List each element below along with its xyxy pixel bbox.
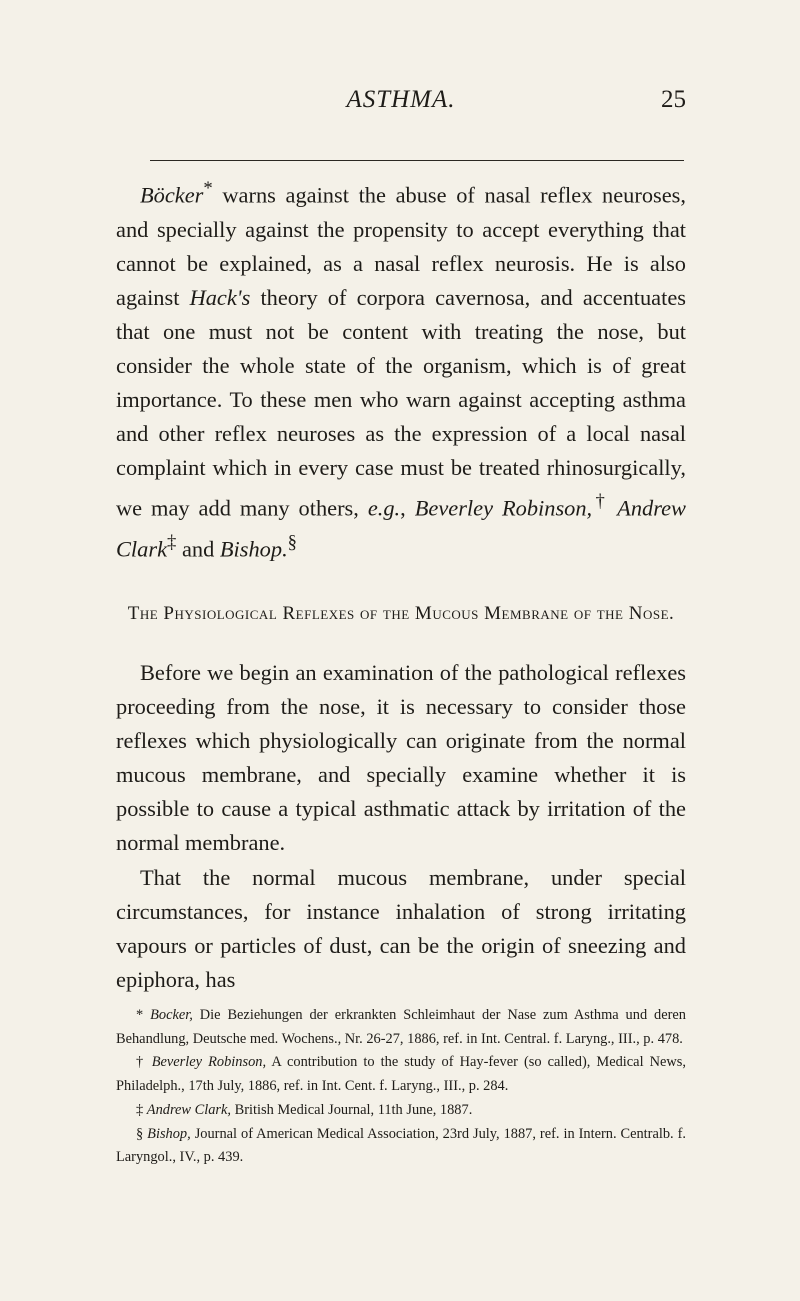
author-hack: Hack's — [189, 284, 251, 310]
footnote-author: Bishop, — [147, 1125, 191, 1142]
running-head — [116, 86, 686, 126]
intro-text — [116, 172, 686, 566]
footnote-text: Die Beziehungen der erkrankten Schleimhaut der Nase zum Asthma und deren Behandlung, Deutsche med. Wochens., Nr. 26-27, 1886, ref. in Int. Central. f. Laryng., III., p. 478. — [116, 1007, 687, 1047]
author-bocker: Böcker — [140, 182, 204, 208]
footnote-text: Journal of American Medical Association, 23rd July, 1887, ref. in Intern. Centralb. f. Laryngol., IV., p. 439. — [116, 1125, 686, 1166]
section-paragraph-1: Before we begin an examination of the pathological reflexes proceeding from the nose, it is necessary to consider those reflexes which physiologically can originate from the normal mucous membrane, and specially examine whether it is possible to cause a typical asthmatic attack by irritation of the normal membrane. — [116, 660, 686, 856]
footnote-author: Andrew Clark, — [146, 1101, 232, 1118]
footnotes — [116, 1004, 686, 1170]
author-clark: Andrew Clark — [116, 495, 686, 562]
author-bishop: Bishop. — [219, 536, 288, 562]
footnote-text: British Medical Journal, 11th June, 1887. — [231, 1101, 473, 1118]
footnote-mark-dagger: † — [592, 491, 609, 513]
intro-sep: , — [400, 495, 415, 521]
intro-text-d: and — [176, 536, 220, 562]
footnote-mark-section: § — [287, 531, 297, 553]
page-number: 25 — [661, 86, 686, 113]
footnote-mark: † — [136, 1054, 152, 1071]
footnote-author: Beverley Robinson, — [151, 1054, 267, 1071]
footnote-robinson — [116, 1051, 686, 1098]
footnote-mark: ‡ — [136, 1101, 147, 1118]
intro-text-b: theory of corpora cavernosa, and accentuates that one must not be content with treating the nose, but consider the whole state of the organism, which is of great importance. To these men who warn against accepting asthma and other reflex neuroses as the expression of a local nasal complaint which in every case must be treated rhinosurgically, we may add many others, — [116, 284, 686, 521]
intro-text-a: warns against the abuse of nasal reflex neuroses, and specially against the propensity to accept everything that cannot be explained, as a nasal reflex neurosis. He is also against — [116, 182, 686, 310]
footnote-text: A contribution to the study of Hay-fever (so called), Medical News, Philadelph., 17th July, 1886, ref. in Int. Cent. f. Laryng., III., p. 284. — [116, 1054, 687, 1095]
footnote-clark — [116, 1099, 686, 1123]
running-title: ASTHMA. — [346, 86, 456, 113]
header-rule — [150, 160, 684, 161]
footnote-bocker — [116, 1004, 686, 1051]
footnote-mark: § — [136, 1125, 148, 1142]
section-heading: The Physiological Reflexes of the Mucous Membrane of the Nose. — [127, 603, 675, 624]
intro-paragraph — [116, 172, 686, 566]
footnote-mark-double-dagger: ‡ — [167, 531, 177, 553]
footnote-mark: * — [136, 1007, 151, 1023]
footnote-mark-star: * — [203, 178, 213, 199]
footnote-author: Bocker, — [150, 1007, 193, 1023]
section-body — [116, 656, 686, 997]
author-robinson: Beverley Robinson, — [414, 495, 593, 521]
section-paragraph-2: That the normal mucous membrane, under special circumstances, for instance inhalation of strong irritating vapours or particles of dust, can be the origin of sneezing and epiphora, has — [116, 864, 686, 992]
intro-text-c — [608, 496, 617, 521]
abbrev-eg: e.g. — [367, 495, 401, 521]
footnote-bishop — [116, 1123, 686, 1170]
